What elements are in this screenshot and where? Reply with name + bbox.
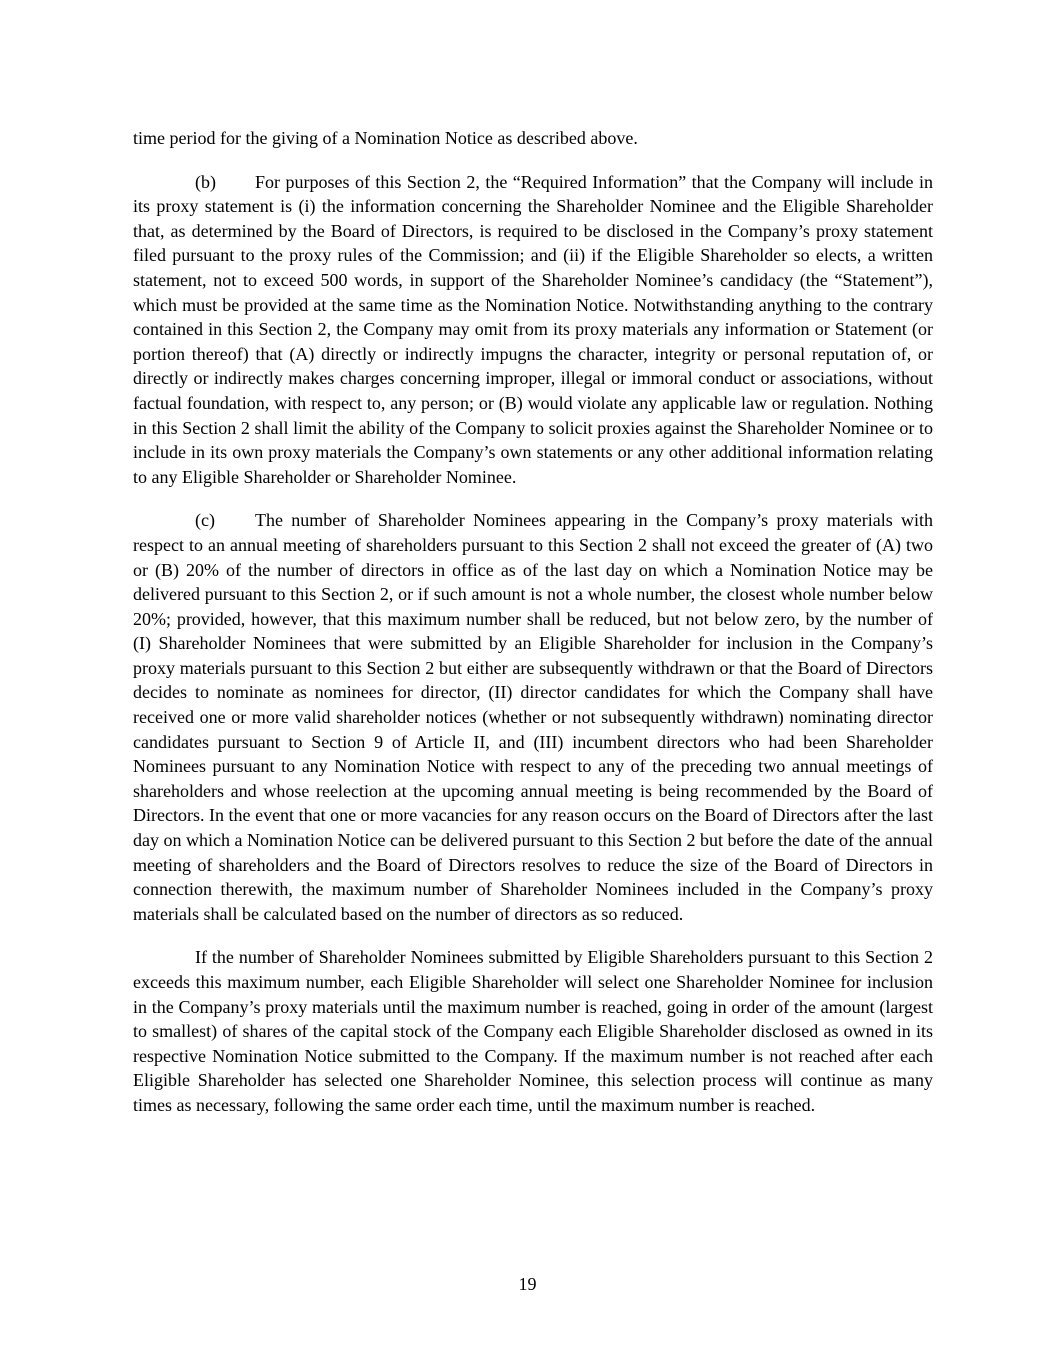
paragraph-c [133, 508, 933, 926]
paragraph-c-text: The number of Shareholder Nominees appearing in the Company’s proxy materials with respect to an annual meeting of shareholders pursuant to this Section 2 shall not exceed the greater of (A) two or (B) 20% of the number of directors in office as of the last day on which a Nomination Notice may be delivered pursuant to this Section 2, or if such amount is not a whole number, the closest whole number below 20%; provided, however, that this maximum number shall be reduced, but not below zero, by the number of (I) Shareholder Nominees that were submitted by an Eligible Shareholder for inclusion in the Company’s proxy materials pursuant to this Section 2 but either are subsequently withdrawn or that the Board of Directors decides to nominate as nominees for director, (II) director candidates for which the Company shall have received one or more valid shareholder notices (whether or not subsequently withdrawn) nominating director candidates pursuant to Section 9 of Article II, and (III) incumbent directors who had been Shareholder Nominees pursuant to any Nomination Notice with respect to any of the preceding two annual meetings of shareholders and whose reelection at the upcoming annual meeting is being recommended by the Board of Directors. In the event that one or more vacancies for any reason occurs on the Board of Directors after the last day on which a Nomination Notice can be delivered pursuant to this Section 2 but before the date of the annual meeting of shareholders and the Board of Directors resolves to reduce the size of the Board of Directors in connection therewith, the maximum number of Shareholder Nominees included in the Company’s proxy materials shall be calculated based on the number of directors as so reduced. [133, 510, 933, 924]
page-number: 19 [518, 1274, 537, 1294]
paragraph-b-text: For purposes of this Section 2, the “Required Information” that the Company will include in its proxy statement is (i) the information concerning the Shareholder Nominee and the Eligible Shareholder that, as determined by the Board of Directors, is required to be disclosed in the Company’s proxy statement filed pursuant to the proxy rules of the Commission; and (ii) if the Eligible Shareholder so elects, a written statement, not to exceed 500 words, in support of the Shareholder Nominee’s candidacy (the “Statement”), which must be provided at the same time as the Nomination Notice. Notwithstanding anything to the contrary contained in this Section 2, the Company may omit from its proxy materials any information or Statement (or portion thereof) that (A) directly or indirectly impugns the character, integrity or personal reputation of, or directly or indirectly makes charges concerning improper, illegal or immoral conduct or associations, without factual foundation, with respect to, any person; or (B) would violate any applicable law or regulation. Nothing in this Section 2 shall limit the ability of the Company to solicit proxies against the Shareholder Nominee or to include in its own proxy materials the Company’s own statements or any other additional information relating to any Eligible Shareholder or Shareholder Nominee. [133, 171, 933, 487]
paragraph-continuation: time period for the giving of a Nomination Notice as described above. [133, 128, 638, 148]
paragraph-final: If the number of Shareholder Nominees submitted by Eligible Shareholders pursuant to this Section 2 exceeds this maximum number, each Eligible Shareholder will select one Shareholder Nominee for inclusion in the Company’s proxy materials until the maximum number is reached, going in order of the amount (largest to smallest) of shares of the capital stock of the Company each Eligible Shareholder disclosed as owned in its respective Nomination Notice submitted to the Company. If the maximum number is not reached after each Eligible Shareholder has selected one Shareholder Nominee, this selection process will continue as many times as necessary, following the same order each time, until the maximum number is reached. [133, 947, 933, 1115]
paragraph-b [133, 170, 933, 490]
paragraph-c-label: (c) [195, 510, 215, 531]
paragraph-b-label: (b) [195, 171, 216, 192]
document-body [133, 126, 933, 1137]
